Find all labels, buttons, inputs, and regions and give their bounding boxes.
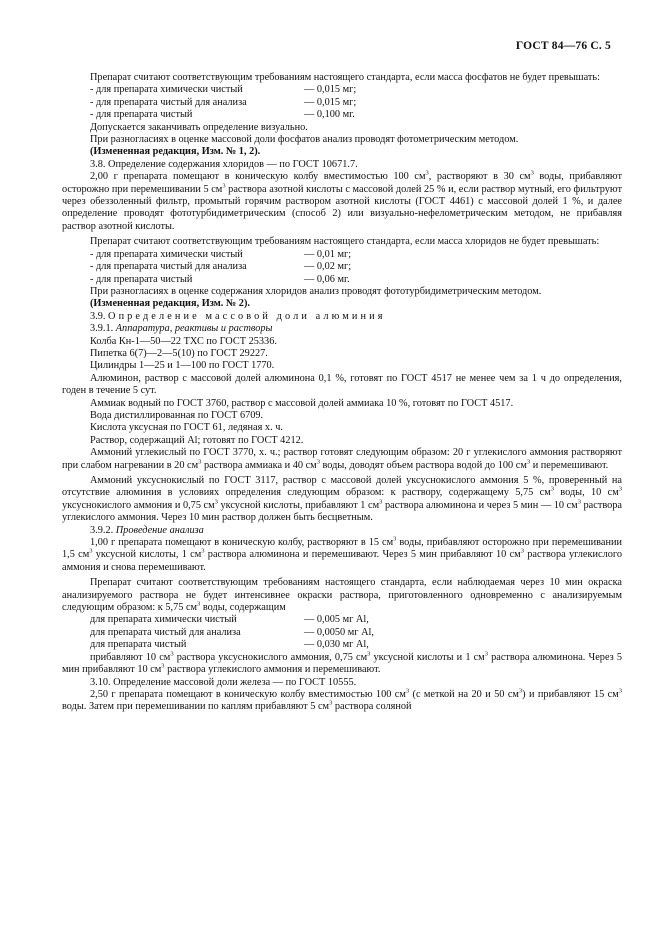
equipment-item: Цилиндры 1—25 и 1—100 по ГОСТ 1770.: [90, 360, 275, 372]
iron-procedure: 2,50 г препарата помещают в коническую колбу вместимостью 100 $см^3$ (с меткой на 20 и 50 $см^3$) и прибавляют 15 $см^3$ воды. Затем при перемешивании по каплям прибавляют 5 $см^3$ раствора соляной: [62, 687, 622, 713]
aluminium-limits: [62, 614, 622, 651]
equipment-item: Колба Кн-1—50—22 ТХС по ГОСТ 25336.: [90, 335, 277, 347]
limit-row: - для препарата чистый — 0,100 мг.: [90, 109, 355, 121]
analysis-procedure: 1,00 г препарата помещают в коническую колбу, растворяют в 15 $см^3$ воды, прибавляют осторожно при перемешивании 1,5 $см^3$ уксусной кислоты, 1 $см^3$ раствора алюминона и перемешивают. Через 5 мин прибавляют 10 $см^3$ раствора углекислого аммония и снова перемешивают.: [62, 535, 622, 573]
section-3-9: 3.9. Определение массовой доли алюминия: [90, 310, 386, 322]
limit-row: - для препарата чистый для анализа — 0,02 мг;: [90, 261, 352, 273]
limit-row: для препарата чистый — 0,030 мг Al,: [90, 639, 369, 651]
section-3-10: 3.10. Определение массовой доли железа — по ГОСТ 10555.: [90, 676, 357, 688]
equipment-item: Пипетка 6(7)—2—5(10) по ГОСТ 29227.: [90, 347, 268, 359]
edition-note: (Измененная редакция, Изм. № 2).: [90, 298, 250, 310]
phosphate-requirement: Препарат считают соответствующим требованиям настоящего стандарта, если масса фосфатов не будет превышать:: [90, 72, 600, 83]
section-3-9-1: 3.9.1. Аппаратура, реактивы и растворы: [90, 323, 273, 335]
limit-row: для препарата химически чистый — 0,005 мг Al,: [90, 614, 369, 626]
limit-row: - для препарата чистый — 0,06 мг.: [90, 273, 350, 285]
chloride-requirement: Препарат считают соответствующим требованиям настоящего стандарта, если масса хлоридов не будет превышать:: [90, 236, 600, 248]
phosphate-limits: [62, 84, 622, 121]
visual-note: Допускается заканчивать определение визуально.: [90, 121, 308, 133]
section-3-8: 3.8. Определение содержания хлоридов — по ГОСТ 10671.7.: [90, 158, 358, 170]
photometric-note: При разногласиях в оценке массовой доли фосфатов анализ проводят фотометрическим методом.: [90, 134, 519, 146]
section-3-9-2: 3.9.2. Проведение анализа: [90, 524, 204, 536]
aluminon-reagent: Алюминон, раствор с массовой долей алюминона 0,1 %, готовят по ГОСТ 4517 не менее чем за 1 ч до определения, годен в течение 5 сут.: [62, 372, 622, 397]
chloride-limits: [62, 249, 622, 286]
carbonate-reagent: Аммоний углекислый по ГОСТ 3770, х. ч.; раствор готовят следующим образом: 20 г углекислого аммония растворяют при слабом нагревании в 20 $см^3$ раствора аммиака и 40 $см^3$ воды, доводят объем раствора водой до 100 $см^3$ и перемешивают.: [62, 447, 622, 471]
reagent-item: Вода дистиллированная по ГОСТ 6709.: [90, 409, 264, 421]
limit-row: - для препарата чистый для анализа — 0,015 мг;: [90, 96, 357, 108]
chloride-procedure: 2,00 г препарата помещают в коническую колбу вместимостью 100 $см^3$, растворяют в 30 $см^3$ воды, прибавляют осторожно при перемешивании 5 $см^3$ раствора азотной кислоты с массовой долей 25 % и, если раствор мутный, его фильтруют через обеззоленный фильтр, промытый горячим раствором азотной кислоты (ГОСТ 4461) с массовой долей 1 %, и далее определение проводят фототурбидиметрическим (способ 2) или визуально-нефелометрическим методом, не прибавляя раствор азотной кислоты.: [62, 169, 622, 232]
limit-row: - для препарата химически чистый — 0,01 мг;: [90, 248, 352, 260]
document-body: [62, 72, 622, 714]
limit-row: - для препарата химически чистый — 0,015 мг;: [90, 84, 357, 96]
reagent-item: Раствор, содержащий Al; готовят по ГОСТ 4212.: [90, 434, 304, 446]
page-header: ГОСТ 84—76 С. 5: [515, 40, 611, 52]
aluminium-addition: прибавляют 10 $см^3$ раствора уксуснокислого аммония, 0,75 $см^3$ уксусной кислоты и 1 $см^3$ раствора алюминона. Через 5 мин прибавляют 10 $см^3$ раствора углекислого аммония и перемешивают.: [62, 650, 622, 676]
reagent-item: Кислота уксусная по ГОСТ 61, ледяная х. ч.: [90, 422, 283, 434]
acetate-reagent: Аммоний уксуснокислый по ГОСТ 3117, раствор с массовой долей уксуснокислого аммония 5 %, проверенный на отсутствие алюминия в условиях определения следующим образом: к раствору, содержащему 5,75 $см^3$ воды, 10 $см^3$ уксуснокислого аммония и 0,75 $см^3$ уксусной кислоты, прибавляют 1 $см^3$ раствора алюминона и через 5 мин — 10 $см^3$ раствора углекислого аммония. Через 10 мин раствор должен быть бесцветным.: [62, 475, 622, 524]
limit-row: для препарата чистый для анализа — 0,0050 мг Al,: [90, 626, 374, 638]
reagent-item: Аммиак водный по ГОСТ 3760, раствор с массовой долей аммиака 10 %, готовят по ГОСТ 4517.: [90, 397, 514, 409]
edition-note: (Измененная редакция, Изм. № 1, 2).: [90, 146, 261, 158]
chloride-dispute-note: При разногласиях в оценке содержания хлоридов анализ проводят фототурбидиметрическим методом.: [90, 285, 542, 297]
aluminium-requirement: Препарат считают соответствующим требованиям настоящего стандарта, если наблюдаемая через 10 мин окраска анализируемого раствора не будет интенсивнее окраски раствора, приготовленного одновременно с анализируемым следующим образом: к 5,75 $см^3$ воды, содержащим: [62, 577, 622, 614]
